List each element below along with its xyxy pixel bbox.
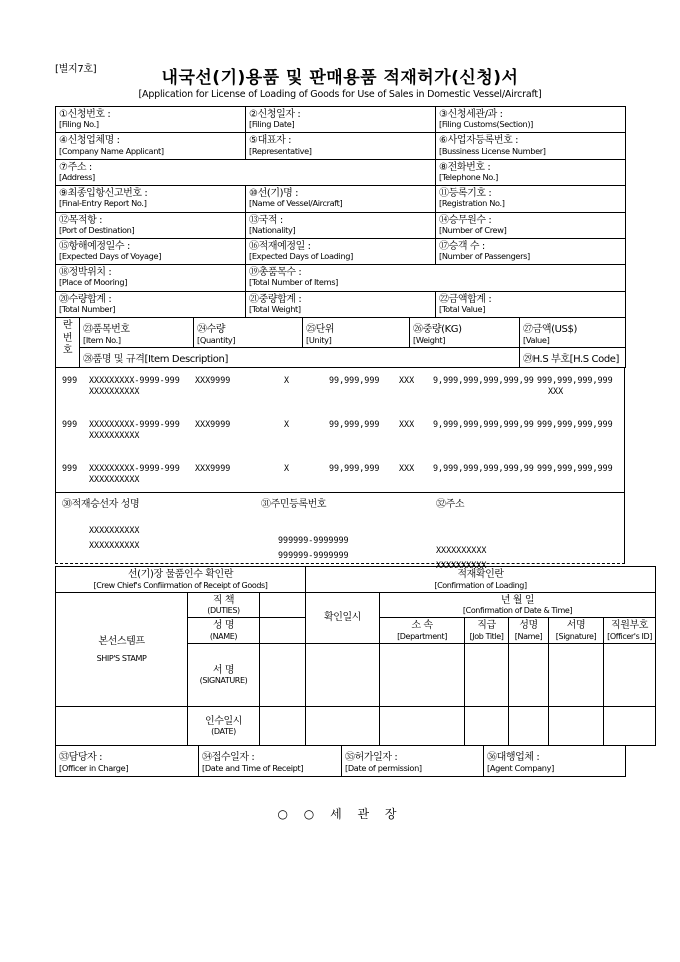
row-label-ko: 직 책 bbox=[212, 594, 235, 606]
customs-seal-line: ○ ○ 세 관 장 bbox=[277, 807, 403, 822]
row-number-label bbox=[56, 318, 80, 368]
duties-label bbox=[188, 592, 260, 618]
row-label-ko: 확인일시 bbox=[323, 612, 362, 624]
field-place-of-mooring bbox=[56, 265, 246, 291]
field-label-en: [Place of Mooring] bbox=[59, 277, 128, 288]
column-label-ko: 직급 bbox=[477, 620, 496, 632]
item-code: XXXXXXXXX-9999-999 bbox=[89, 463, 180, 473]
column-crew-address: ㉜주소 bbox=[436, 499, 465, 510]
receipt-date-label bbox=[188, 707, 260, 746]
field-label-ko: ①신청번호 : bbox=[59, 109, 111, 120]
crew-name: XXXXXXXXXX bbox=[89, 525, 140, 535]
item-row-no: 999 bbox=[62, 375, 78, 385]
row-label-ko: 성 명 bbox=[212, 620, 235, 632]
field-filing-no bbox=[56, 107, 246, 133]
field-label-ko: ④신청업체명 : bbox=[59, 135, 120, 147]
field-label-ko: ⑱정박위치 : bbox=[59, 267, 112, 279]
field-total-items bbox=[246, 265, 626, 291]
table-row bbox=[56, 159, 626, 185]
item-description: XXXXXXXXXX bbox=[89, 474, 140, 484]
page-title: 내국선(기)용품 및 판매용품 적재허가(신청)서 bbox=[161, 68, 519, 88]
item-amount: 999,999,999,999 bbox=[537, 375, 613, 385]
loading-job-title-value[interactable] bbox=[465, 707, 509, 746]
officer-department-value[interactable] bbox=[306, 644, 380, 707]
loading-confirmation-title bbox=[306, 567, 656, 593]
field-label-en: [Total Weight] bbox=[249, 303, 301, 314]
column-label-ko: ㉘품명 및 규격[Item Description] bbox=[83, 354, 228, 365]
footer-table bbox=[55, 745, 626, 777]
field-label-ko: ⑥사업자등록번호 : bbox=[439, 135, 519, 147]
field-label-ko: ㉞접수일자 : bbox=[202, 752, 255, 764]
table-row bbox=[56, 746, 626, 777]
crew-name: XXXXXXXXXX bbox=[89, 540, 140, 550]
field-number-of-crew bbox=[436, 212, 626, 238]
field-port-of-destination bbox=[56, 212, 246, 238]
section-title-ko: 적재확인란 bbox=[457, 569, 504, 580]
column-label-en: [Quantity] bbox=[197, 335, 236, 345]
ship-stamp-box bbox=[56, 592, 188, 706]
item-row-no: 999 bbox=[62, 419, 78, 429]
row-label-char: 란 bbox=[62, 320, 73, 331]
field-label-ko: ⑪등록기호 : bbox=[439, 188, 492, 200]
row-label-en: (DUTIES) bbox=[207, 606, 240, 616]
receipt-date-value[interactable] bbox=[260, 707, 306, 746]
field-company-name bbox=[56, 133, 246, 159]
field-total-weight bbox=[246, 291, 436, 317]
item-value: 9,999,999,999,999,99 bbox=[433, 419, 534, 429]
field-label-ko: ⑩선(기)명 : bbox=[249, 188, 299, 200]
column-crew-name: ㉚적재승선자 성명 bbox=[62, 499, 140, 510]
column-label-en: [Department] bbox=[397, 631, 447, 641]
table-row bbox=[56, 707, 656, 746]
column-hs-code bbox=[520, 348, 626, 368]
field-label-ko: ②신청일자 : bbox=[249, 109, 301, 120]
table-row bbox=[56, 318, 626, 348]
officer-name-value[interactable] bbox=[465, 644, 509, 707]
row-label-ko: 인수일시 bbox=[204, 715, 243, 727]
column-value bbox=[520, 318, 626, 348]
name-label bbox=[188, 618, 260, 644]
crew-address: XXXXXXXXXX bbox=[436, 545, 487, 555]
field-final-entry-report-no bbox=[56, 186, 246, 212]
field-telephone bbox=[436, 159, 626, 185]
column-label-en: [Value] bbox=[523, 335, 550, 345]
field-label-en: [Number of Passengers] bbox=[439, 251, 530, 262]
item-hs-code: XXX bbox=[548, 386, 564, 396]
field-label-en: [Expected Days of Voyage] bbox=[59, 251, 162, 262]
stamp-spacer bbox=[56, 707, 188, 746]
field-label-en: [Total Number] bbox=[59, 303, 116, 314]
field-label-ko: ㉑중량합계 : bbox=[249, 293, 302, 305]
column-label-ko: ㉖중량(KG) bbox=[413, 324, 462, 335]
field-label-ko: ⑭승무원수 : bbox=[439, 214, 492, 226]
table-row bbox=[56, 430, 624, 441]
field-label-en: [Total Number of Items] bbox=[249, 277, 338, 288]
column-label-en: [Job Title] bbox=[469, 631, 504, 641]
column-crew-id: ㉛주민등록번호 bbox=[261, 499, 327, 510]
table-row bbox=[56, 291, 626, 317]
column-label-en: [Officer's ID] bbox=[607, 631, 652, 641]
field-date-of-receipt bbox=[199, 746, 342, 777]
row-label-en: (DATE) bbox=[211, 727, 236, 737]
row-label-en: (SIGNATURE) bbox=[199, 676, 248, 686]
table-row bbox=[56, 419, 624, 430]
column-label-en: [Unity] bbox=[306, 335, 332, 345]
item-unit: X bbox=[284, 463, 290, 473]
field-number-of-passengers bbox=[436, 238, 626, 264]
table-row bbox=[56, 186, 626, 212]
field-label-en: [Date of permission] bbox=[345, 763, 422, 774]
column-job-title bbox=[465, 618, 509, 644]
field-label-en: [Name of Vessel/Aircraft] bbox=[249, 198, 343, 209]
item-weight: 99,999,999 bbox=[329, 419, 380, 429]
item-value: 9,999,999,999,999,99 bbox=[433, 375, 534, 385]
item-description: XXXXXXXXXX bbox=[89, 386, 140, 396]
column-label-ko: 소 속 bbox=[411, 620, 433, 632]
loading-department-value[interactable] bbox=[380, 707, 465, 746]
item-code: XXXXXXXXX-9999-999 bbox=[89, 375, 180, 385]
field-label-en: [Total Value] bbox=[439, 303, 486, 314]
column-label-en: [Weight] bbox=[413, 335, 446, 345]
confirmation-table bbox=[55, 566, 656, 746]
item-unit: X bbox=[284, 419, 290, 429]
name-value[interactable] bbox=[260, 618, 306, 644]
table-row bbox=[56, 265, 626, 291]
field-expected-days-of-voyage bbox=[56, 238, 246, 264]
field-vessel-name bbox=[246, 186, 436, 212]
receipt-confirmation-title bbox=[56, 567, 306, 593]
field-label-en: [Date and Time of Receipt] bbox=[202, 763, 304, 774]
field-label-en: [Address] bbox=[59, 171, 95, 182]
field-label-ko: ㉝담당자 : bbox=[59, 752, 103, 764]
item-amount: 999,999,999,999 bbox=[537, 419, 613, 429]
column-label-en: [Signature] bbox=[555, 631, 597, 641]
item-unit: X bbox=[284, 375, 290, 385]
field-filing-date bbox=[246, 107, 436, 133]
item-weight-unit: XXX bbox=[399, 375, 415, 385]
field-label-ko: ⑲총품목수 : bbox=[249, 267, 302, 279]
officer-signature-value[interactable] bbox=[509, 644, 549, 707]
confirmation-date-value[interactable] bbox=[604, 644, 656, 707]
column-label-ko: ㉕단위 bbox=[306, 324, 335, 335]
field-label-en: [Expected Days of Loading] bbox=[249, 251, 353, 262]
field-label-en: [Company Name Applicant] bbox=[59, 145, 164, 156]
ship-stamp-label-ko: 본선스템프 bbox=[98, 636, 145, 648]
field-label-ko: ③신청세관/과 : bbox=[439, 109, 503, 120]
field-label-ko: ⑬국적 : bbox=[249, 214, 283, 226]
table-row bbox=[56, 474, 624, 485]
field-label-ko: ⑰승객 수 : bbox=[439, 240, 485, 252]
signature-value[interactable] bbox=[260, 644, 306, 707]
column-unit bbox=[303, 318, 410, 348]
item-weight-unit: XXX bbox=[399, 419, 415, 429]
column-item-no bbox=[80, 318, 194, 348]
column-label-ko: ㉙H.S 부호[H.S Code] bbox=[523, 354, 620, 365]
officer-job-title-value[interactable] bbox=[380, 644, 465, 707]
table-row bbox=[56, 238, 626, 264]
field-label-en: [Filing No.] bbox=[59, 119, 99, 130]
column-label-en: [Item No.] bbox=[83, 335, 121, 345]
table-row bbox=[56, 592, 656, 618]
table-row bbox=[56, 463, 624, 474]
ymd-label-en: [Confirmation of Date & Time] bbox=[462, 606, 573, 616]
loading-signature-value[interactable] bbox=[549, 707, 604, 746]
field-label-ko: ⑨최종입항신고번호 : bbox=[59, 188, 148, 200]
item-amount: 999,999,999,999 bbox=[537, 463, 613, 473]
duties-value[interactable] bbox=[260, 592, 306, 618]
field-label-ko: ⑯적재예정일 : bbox=[249, 240, 311, 252]
row-label-en: (NAME) bbox=[209, 631, 238, 641]
date-confirmation-label bbox=[306, 592, 380, 643]
table-row bbox=[56, 515, 624, 555]
table-row bbox=[56, 567, 656, 593]
item-data-area bbox=[55, 367, 625, 493]
field-label-ko: ⑮항해예정일수 : bbox=[59, 240, 130, 252]
item-quantity: XXX9999 bbox=[195, 463, 231, 473]
column-quantity bbox=[194, 318, 303, 348]
applicant-info-table bbox=[55, 106, 626, 318]
item-row-no: 999 bbox=[62, 463, 78, 473]
field-label-ko: ㉒금액합계 : bbox=[439, 293, 492, 305]
column-label-ko: ㉔수량 bbox=[197, 324, 226, 335]
field-label-ko: ⑧전화번호 : bbox=[439, 161, 491, 173]
ship-stamp-label-en: SHIP'S STAMP bbox=[96, 653, 147, 663]
field-label-ko: ⑫목적항 : bbox=[59, 214, 103, 226]
loading-persons-area bbox=[55, 492, 625, 570]
item-quantity: XXX9999 bbox=[195, 375, 231, 385]
field-label-en: [Number of Crew] bbox=[439, 224, 507, 235]
form-number: [별지7호] bbox=[55, 64, 97, 75]
item-weight-unit: XXX bbox=[399, 463, 415, 473]
field-label-ko: ⑳수량합계 : bbox=[59, 293, 112, 305]
field-label-en: [Final-Entry Report No.] bbox=[59, 198, 147, 209]
crew-id: 999999-9999999 bbox=[278, 550, 349, 560]
column-label-ko: 성명 bbox=[519, 620, 538, 632]
field-date-of-permission bbox=[342, 746, 484, 777]
ymd-label-ko: 년 월 일 bbox=[500, 594, 535, 606]
field-expected-days-of-loading bbox=[246, 238, 436, 264]
item-code: XXXXXXXXX-9999-999 bbox=[89, 419, 180, 429]
item-columns-header-table bbox=[55, 317, 626, 368]
item-quantity: XXX9999 bbox=[195, 419, 231, 429]
row-label-char: 번 bbox=[62, 332, 73, 344]
field-label-en: [Registration No.] bbox=[439, 198, 505, 209]
field-label-en: [Filing Date] bbox=[249, 119, 295, 130]
crew-id: 999999-9999999 bbox=[278, 535, 349, 545]
section-title-en: [Crew Chief's Confiirmation of Receipt of Goods] bbox=[93, 580, 268, 590]
field-label-ko: ㊱대행업체 : bbox=[487, 752, 540, 764]
column-signature bbox=[549, 618, 604, 644]
item-value: 9,999,999,999,999,99 bbox=[433, 463, 534, 473]
field-label-en: [Telephone No.] bbox=[439, 171, 498, 182]
field-representative bbox=[246, 133, 436, 159]
field-label-ko: ㉟허가일자 : bbox=[345, 752, 398, 764]
field-address bbox=[56, 159, 436, 185]
field-label-en: [Nationality] bbox=[249, 224, 296, 235]
column-name bbox=[509, 618, 549, 644]
table-row bbox=[56, 348, 626, 368]
field-label-en: [Agent Company] bbox=[487, 763, 554, 774]
field-label-ko: ⑤대표자 : bbox=[249, 135, 292, 147]
field-label-en: [Bussiness License Number] bbox=[439, 145, 546, 156]
crew-address: XXXXXXXXXX bbox=[436, 560, 487, 570]
loading-officer-id-value[interactable] bbox=[604, 707, 656, 746]
field-label-en: [Officer in Charge] bbox=[59, 763, 129, 774]
loading-persons-header bbox=[56, 495, 624, 511]
table-row bbox=[56, 107, 626, 133]
column-department bbox=[380, 618, 465, 644]
table-row bbox=[56, 133, 626, 159]
table-row bbox=[56, 386, 624, 397]
item-description: XXXXXXXXXX bbox=[89, 430, 140, 440]
field-registration-no bbox=[436, 186, 626, 212]
column-label-en: [Name] bbox=[514, 631, 543, 641]
field-label-en: [Port of Destination] bbox=[59, 224, 135, 235]
officer-id-value[interactable] bbox=[549, 644, 604, 707]
column-officer-id bbox=[604, 618, 656, 644]
item-weight: 99,999,999 bbox=[329, 463, 380, 473]
field-label-en: [Representative] bbox=[249, 145, 312, 156]
column-weight bbox=[410, 318, 520, 348]
field-label-en: [Filing Customs(Section)] bbox=[439, 119, 534, 130]
column-label-ko: 직원부호 bbox=[611, 620, 649, 632]
table-row bbox=[56, 212, 626, 238]
document-title-block bbox=[55, 63, 625, 100]
field-officer-in-charge bbox=[56, 746, 199, 777]
page-title-english: [Application for License of Loading of Goods for Use of Sales in Domestic Vessel/Aircraft] bbox=[138, 89, 542, 100]
column-label-ko: 서명 bbox=[566, 620, 586, 632]
table-row bbox=[56, 375, 624, 386]
field-total-value bbox=[436, 291, 626, 317]
field-filing-customs bbox=[436, 107, 626, 133]
signature-label bbox=[188, 644, 260, 707]
row-label-char: 호 bbox=[62, 345, 73, 356]
field-total-number bbox=[56, 291, 246, 317]
field-business-license bbox=[436, 133, 626, 159]
loading-name-value[interactable] bbox=[509, 707, 549, 746]
column-label-ko: ㉗금액(US$) bbox=[523, 324, 577, 335]
date-time-header bbox=[380, 592, 656, 618]
section-title-en: [Confirmation of Loading] bbox=[434, 580, 527, 590]
section-title-ko: 선(기)장 물품인수 확인란 bbox=[127, 569, 234, 580]
column-label-ko: ㉓품목번호 bbox=[83, 324, 130, 335]
table-row bbox=[56, 530, 624, 570]
item-weight: 99,999,999 bbox=[329, 375, 380, 385]
row-label-ko: 서 명 bbox=[212, 664, 235, 676]
column-item-description bbox=[80, 348, 520, 368]
field-nationality bbox=[246, 212, 436, 238]
field-label-ko: ⑦주소 : bbox=[59, 161, 92, 173]
loading-date-value[interactable] bbox=[306, 707, 380, 746]
field-agent-company bbox=[484, 746, 626, 777]
